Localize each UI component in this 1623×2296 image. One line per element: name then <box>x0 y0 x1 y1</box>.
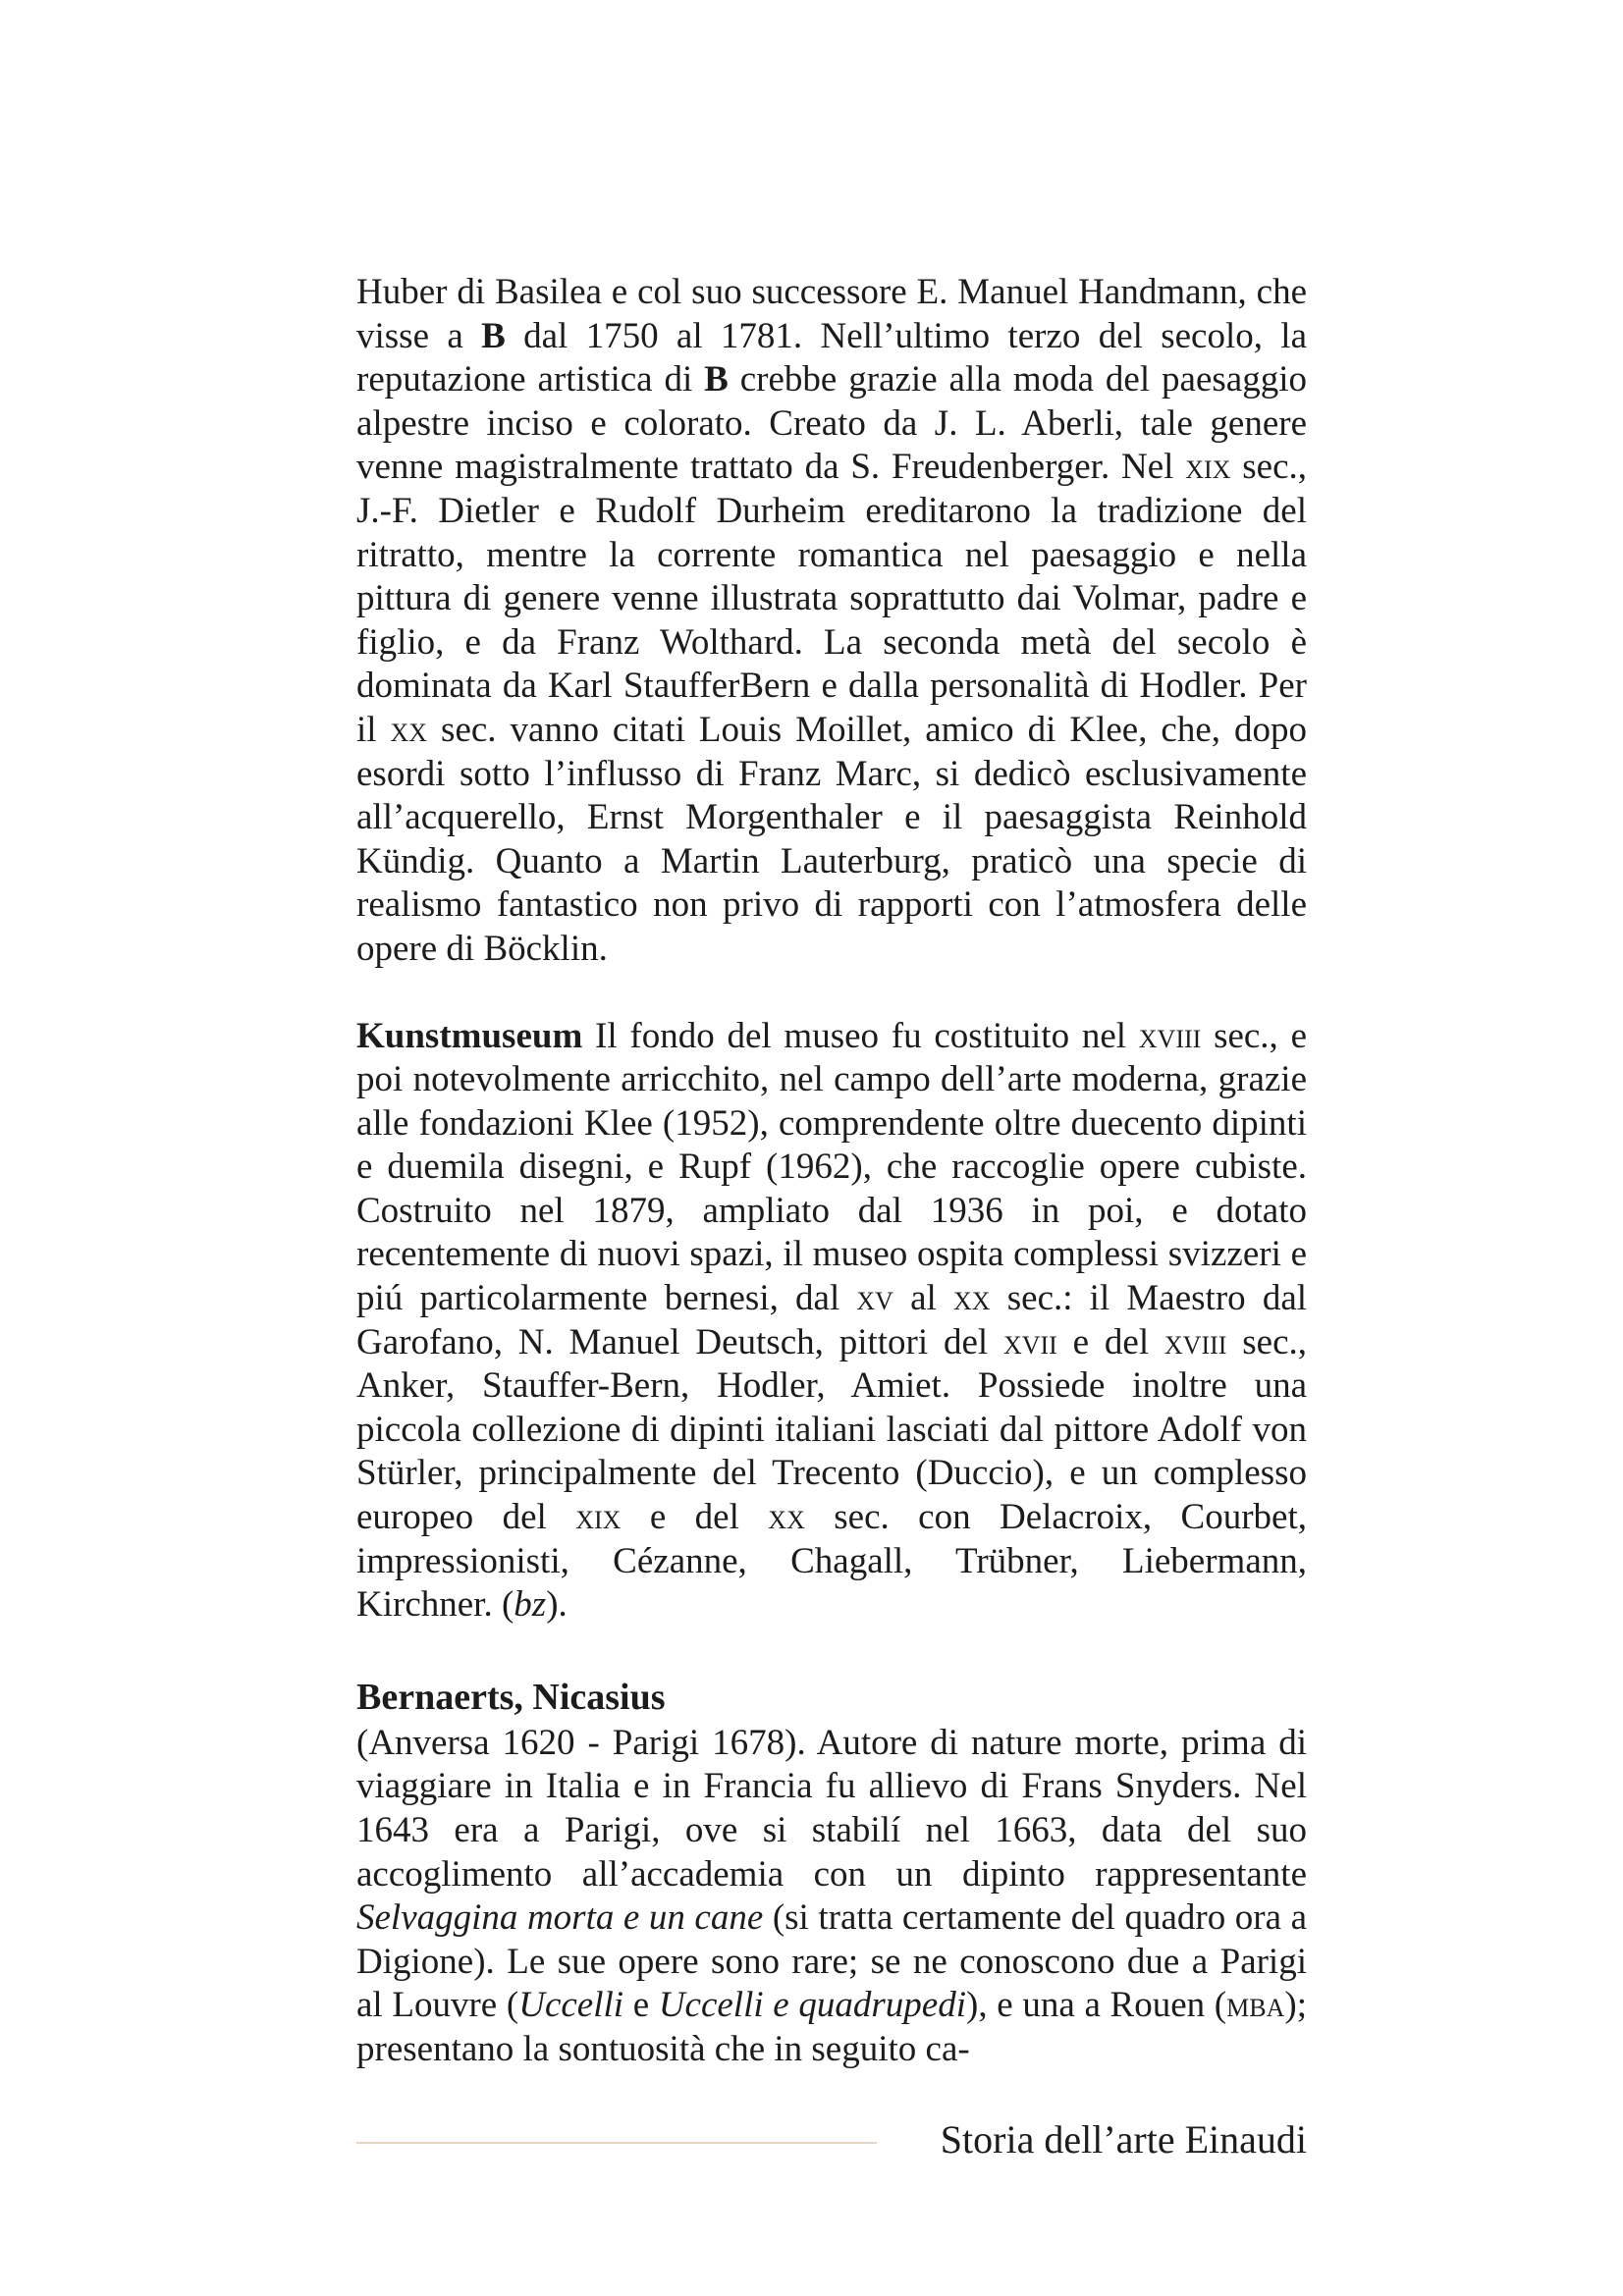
century-numeral: xx <box>953 1278 991 1319</box>
artwork-title: Uccelli e quadrupedi <box>658 1985 967 2026</box>
text-run: dal 1750 al 1781. Nell’ultimo terzo del secolo, la reputazione artistica di <box>356 315 1307 400</box>
artwork-title: Selvaggina morta e un cane <box>356 1897 764 1939</box>
bold-abbrev: B <box>481 315 506 356</box>
century-numeral: xvii <box>1002 1321 1057 1362</box>
text-run: sec., e poi notevolmente arricchito, nel campo dell’arte moderna, grazie alle fondazioni Klee (1952), comprendente oltre duecento dipinti e duemila disegni, e Rupf (1962), che raccoglie opere cubiste. Costruito nel 1879, ampliato dal 1936 in poi, e dotato recentemente di nuovi spazi, il museo ospita complessi svizzeri e piú particolarmente bernesi, dal <box>356 1015 1307 1319</box>
text-run: sec., J.-F. Dietler e Rudolf Durheim ereditarono la tradizione del ritratto, mentre la corrente romantica nel paesaggio e nella pittura di genere venne illustrata soprattutto dai Volmar, padre e figlio, e da Franz Wolthard. La seconda metà del secolo è dominata da Karl StaufferBern e dalla personalità di Hodler. Per il <box>356 447 1307 750</box>
author-initials: bz <box>514 1584 547 1626</box>
century-numeral: xix <box>1185 447 1231 488</box>
entry-body-bernaerts <box>356 1722 1307 2072</box>
text-run: e <box>623 1985 659 2026</box>
text-run: sec., Anker, Stauffer-Bern, Hodler, Amiet. Possiede inoltre una piccola collezione di dipinti italiani lasciati dal pittore Adolf von Stürler, principalmente del Trecento (Duccio), e un complesso europeo del <box>356 1321 1307 1538</box>
body-paragraph-berne-painters <box>356 271 1307 972</box>
footer-rule <box>356 2142 877 2144</box>
text-run: sec. con Delacroix, Courbet, impressionisti, Cézanne, Chagall, Trübner, Liebermann, Kirchner. ( <box>356 1497 1307 1626</box>
museum-abbrev: mba <box>1226 1985 1285 2026</box>
text-run: sec.: il Maestro dal Garofano, N. Manuel Deutsch, pittori del <box>356 1278 1308 1362</box>
text-column <box>356 271 1307 2072</box>
text-run: sec. vanno citati Louis Moillet, amico di Klee, che, dopo esordi sotto l’influsso di Franz Marc, si dedicò esclusivamente all’acquerello, Ernst Morgenthaler e il paesaggista Reinhold Kündig. Quanto a Martin Lauterburg, praticò una specie di realismo fantastico non privo di rapporti con l’atmosfera delle opere di Böcklin. <box>356 709 1307 969</box>
text-run: ). <box>546 1584 568 1626</box>
century-numeral: xviii <box>1163 1321 1227 1362</box>
text-run: (si tratta certamente del quadro ora a Digione). Le sue opere sono rare; se ne conoscono due a Parigi al Louvre ( <box>356 1897 1307 2026</box>
section-lead-kunstmuseum: Kunstmuseum <box>356 1015 583 1056</box>
body-paragraph-kunstmuseum <box>356 1015 1307 1628</box>
footer-publication-title: Storia dell’arte Einaudi <box>940 2117 1307 2162</box>
century-numeral: xx <box>390 709 428 750</box>
artwork-title: Uccelli <box>518 1985 624 2026</box>
text-run: e del <box>1056 1321 1164 1362</box>
text-run: e del <box>621 1497 769 1538</box>
century-numeral: xx <box>768 1497 805 1538</box>
text-run: (Anversa 1620 - Parigi 1678). Autore di nature morte, prima di viaggiare in Italia e in Francia fu allievo di Frans Snyders. Nel 1643 era a Parigi, ove si stabilí nel 1663, data del suo accoglimento all’accademia con un dipinto rappresentante <box>356 1722 1307 1895</box>
text-run: Il fondo del museo fu costituito nel <box>582 1015 1139 1056</box>
century-numeral: xviii <box>1138 1015 1202 1056</box>
century-numeral: xv <box>856 1278 893 1319</box>
text-run: al <box>893 1278 954 1319</box>
text-run: ); presentano la sontuosità che in seguito ca- <box>356 1985 1307 2069</box>
century-numeral: xix <box>575 1497 622 1538</box>
text-run: Huber di Basilea e col suo successore E. Manuel Handmann, che visse a <box>356 272 1307 356</box>
entry-heading: Bernaerts, Nicasius <box>356 1676 666 1718</box>
bold-abbrev: B <box>704 359 729 400</box>
text-run: ), e una a Rouen ( <box>966 1985 1227 2026</box>
text-run: crebbe grazie alla moda del paesaggio alpestre inciso e colorato. Creato da J. L. Aberli, tale genere venne magistralmente trattato da S. Freudenberger. Nel <box>356 359 1307 488</box>
